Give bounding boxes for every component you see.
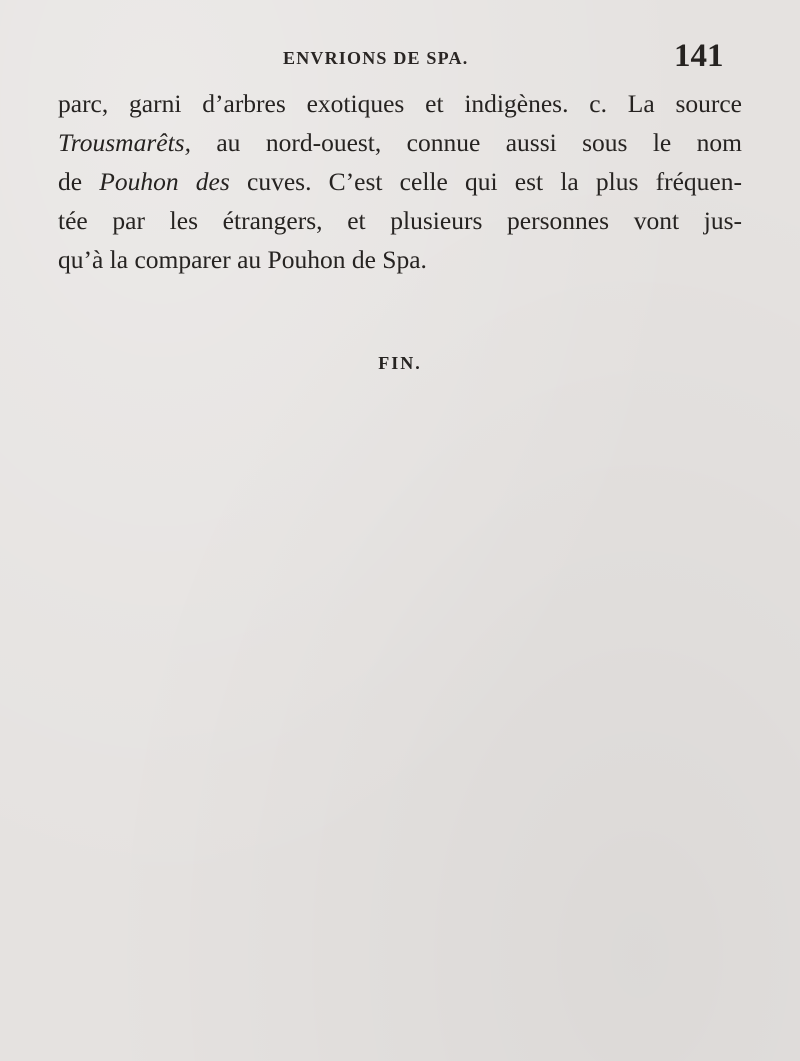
page-number: 141 bbox=[674, 38, 724, 74]
end-mark: FIN. bbox=[378, 353, 422, 373]
text-line-1 bbox=[58, 84, 742, 123]
text-line-4-content: tée par les étrangers, et plusieurs personnes vont jus- bbox=[58, 206, 742, 235]
text-line-2 bbox=[58, 123, 742, 162]
source-name-italic: Trousmarêts, bbox=[58, 128, 191, 157]
running-header bbox=[0, 38, 800, 78]
body-paragraph bbox=[58, 84, 742, 279]
text-line-5 bbox=[58, 240, 742, 279]
running-title: ENVRIONS DE SPA. bbox=[283, 48, 469, 68]
text-line-5-content: qu’à la comparer au Pouhon de Spa. bbox=[58, 245, 427, 274]
text-line-2-content: au nord-ouest, connue aussi sous le nom bbox=[190, 128, 742, 157]
text-line-3 bbox=[58, 162, 742, 201]
text-line-3-content: cuves. C’est celle qui est la plus fréquen- bbox=[229, 167, 742, 196]
text-line-1-content: parc, garni d’arbres exotiques et indigènes. c. La source bbox=[58, 89, 742, 118]
pouhon-italic: Pouhon des bbox=[99, 167, 230, 196]
text-line-4 bbox=[58, 201, 742, 240]
text-line-3-start: de bbox=[58, 167, 100, 196]
